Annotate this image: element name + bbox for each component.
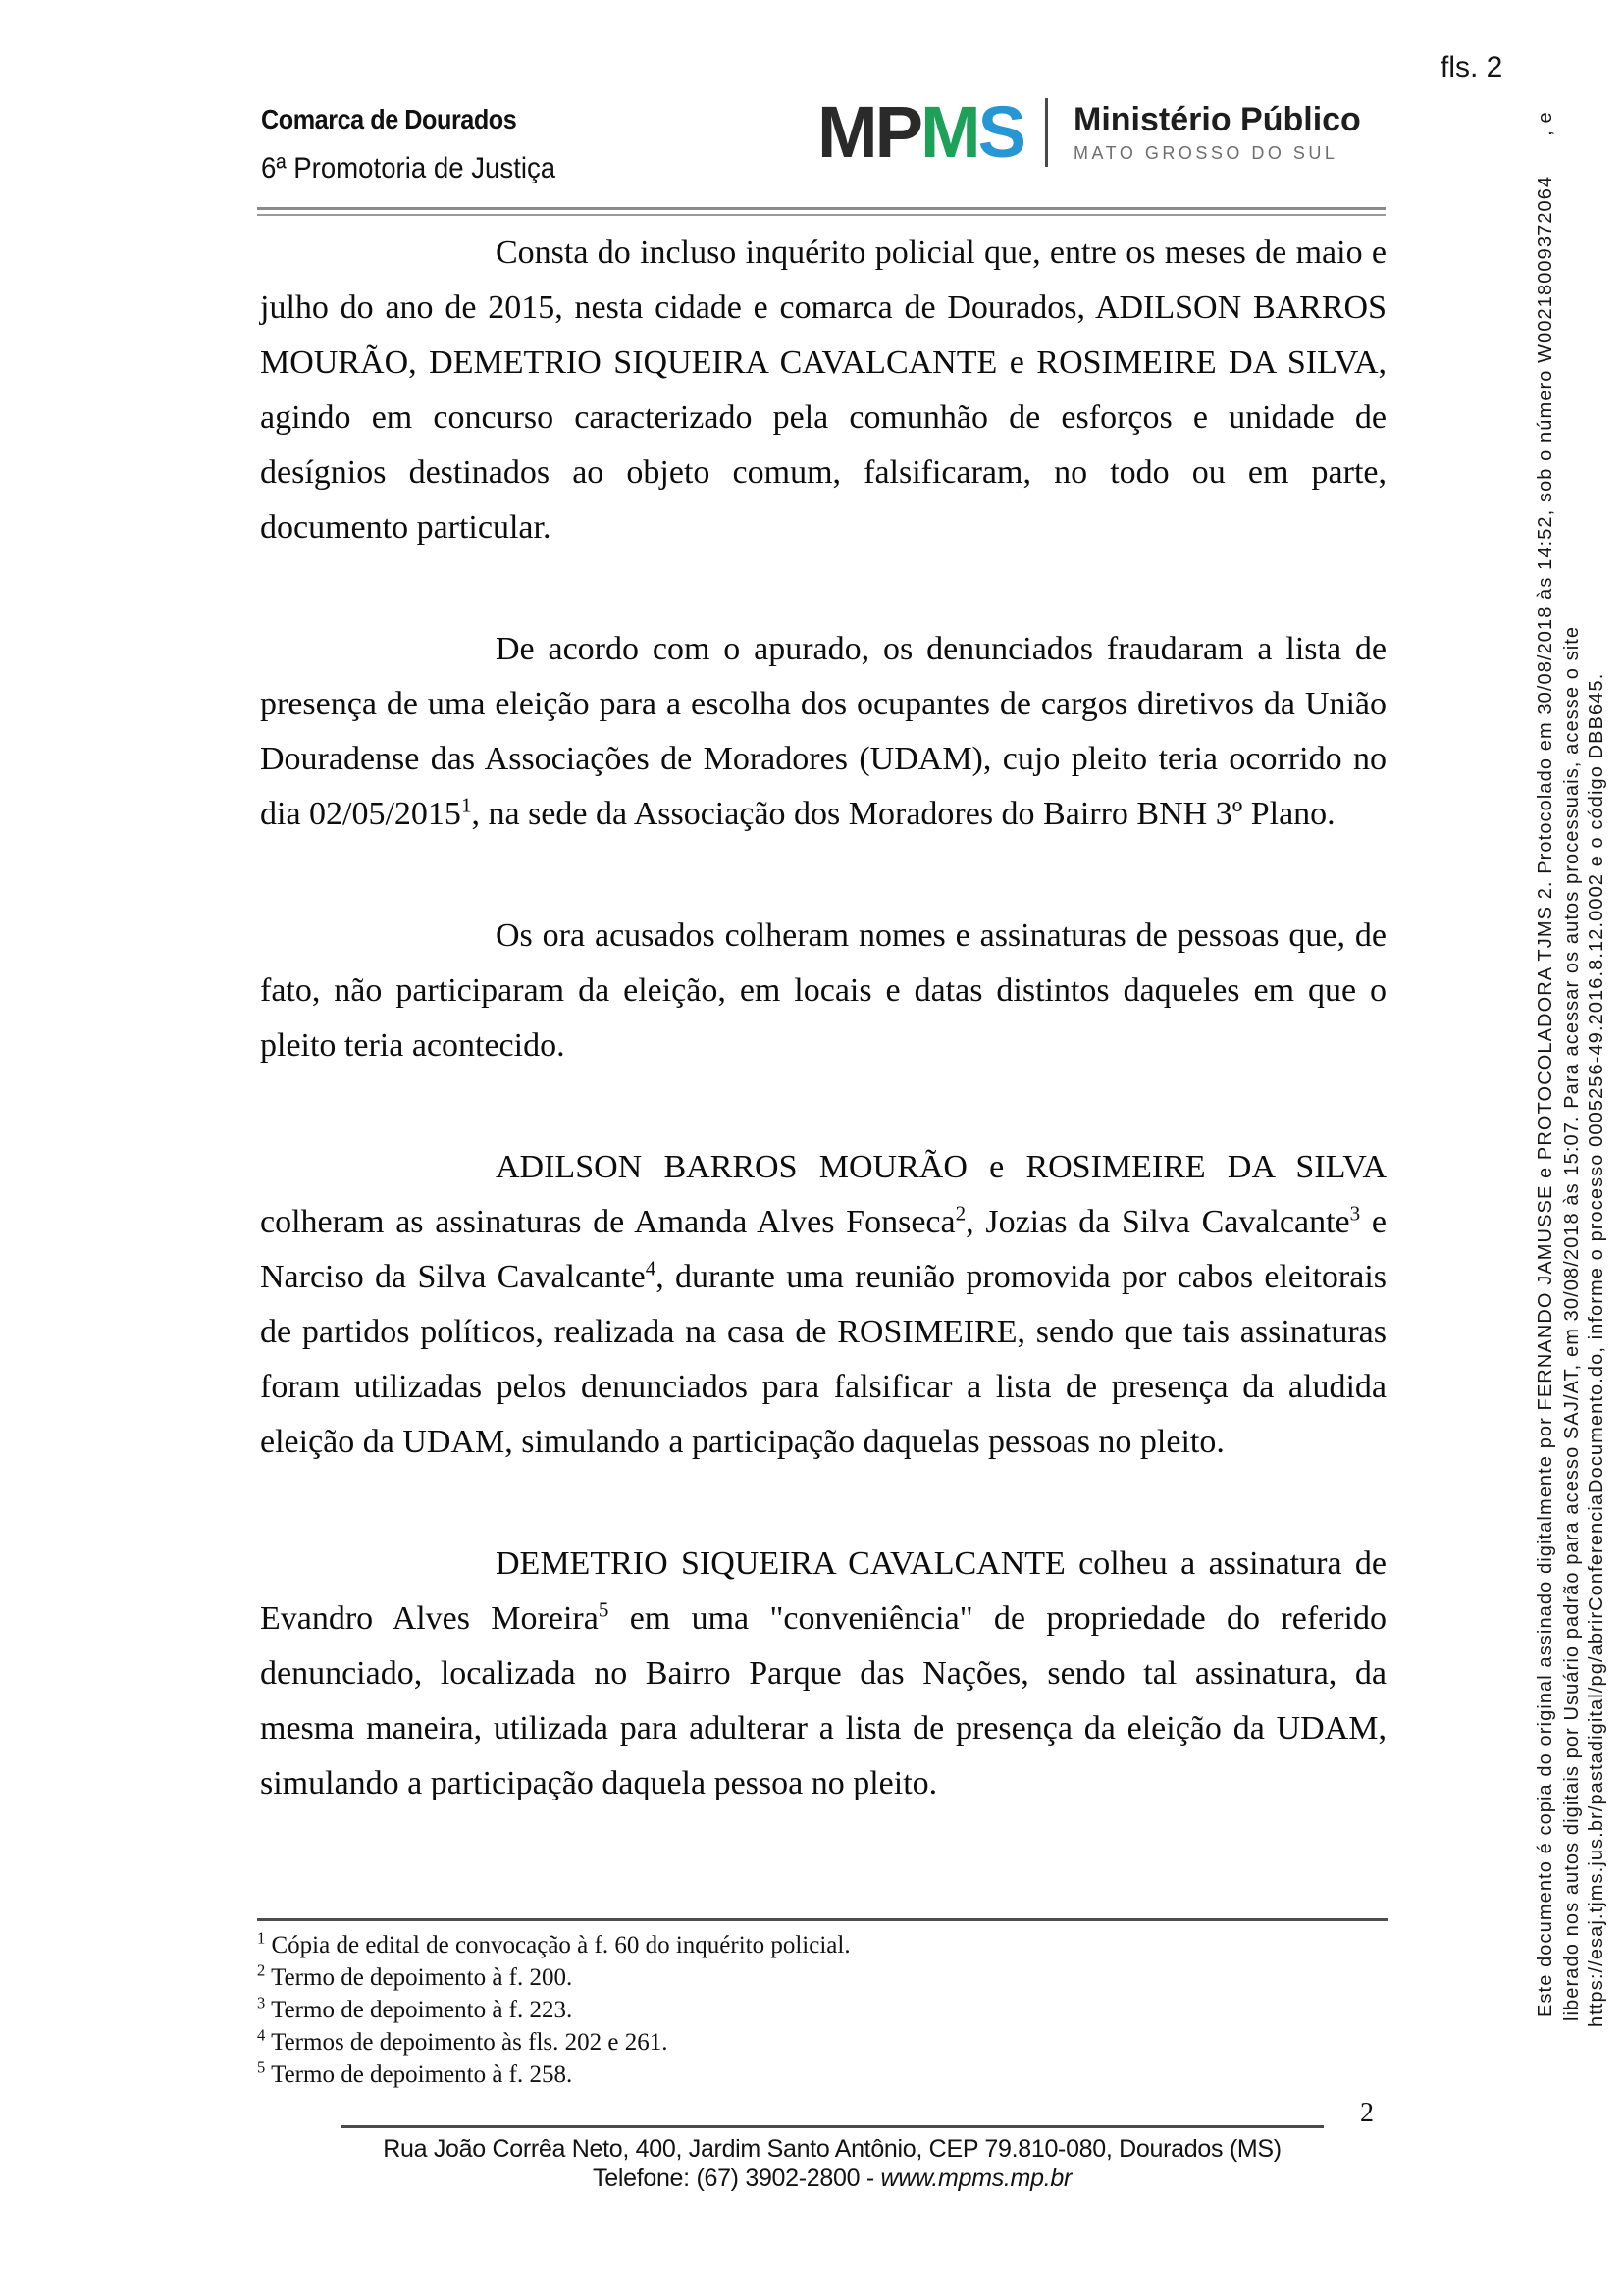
paragraph-3: Os ora acusados colheram nomes e assinaturas de pessoas que, de fato, não participaram da eleição, em locais e datas distintos daqueles em que o pleito teria acontecido. [260, 917, 1387, 1064]
footnote-text: Termo de depoimento à f. 223. [271, 1997, 573, 2023]
footnote-item [257, 1961, 1388, 1994]
sidebar-auth-line-3: https://esaj.tjms.jus.br/pastadigital/pg/abrirConferenciaDocumento.do, informe o processo 0005256-49.2016.8.12.0002 e o código DBB645. [1586, 672, 1607, 2027]
mpms-logo-text [817, 91, 1024, 173]
footnote-text: Termo de depoimento à f. 258. [271, 2061, 573, 2088]
footnote-text: Termo de depoimento à f. 200. [271, 1964, 573, 1991]
sidebar-auth-line-1: Este documento é copia do original assinado digitalmente por FERNANDO JAMUSSE e PROTOCOLADORA TJMS 2. Protocolado em 30/08/2018 às 14:52, sob o número W00218009372064 , e [1535, 111, 1556, 2017]
paragraph-1: Consta do incluso inquérito policial que, entre os meses de maio e julho do ano de 2015, nesta cidade e comarca de Dourados, ADILSON BARROS MOURÃO, DEMETRIO SIQUEIRA CAVALCANTE e ROSIMEIRE DA SILVA, agindo em concurso caracterizado pela comunhão de esforços e unidade de desígnios destinados ao objeto comum, falsificaram, no todo ou em parte, documento particular. [260, 235, 1387, 546]
mpms-logo [817, 91, 1361, 173]
footnotes-block [257, 1918, 1388, 2091]
footnote-marker: 4 [257, 2025, 266, 2045]
footnote-item [257, 2026, 1388, 2059]
logo-s-letter: S [977, 91, 1024, 173]
footnote-marker: 2 [257, 1960, 266, 1980]
paragraph-2: De acordo com o apurado, os denunciados fraudaram a lista de presença de uma eleição para a escolha dos ocupantes de cargos diretivos da União Douradense das Associações de Moradores (UDAM), cujo pleito teria ocorrido no dia 02/05/2015$^1$, na sede da Associação dos Moradores do Bairro BNH 3º Plano. [260, 631, 1387, 832]
org-block [1074, 102, 1361, 164]
footer-contact-line [341, 2164, 1324, 2193]
footnote-text: Cópia de edital de convocação à f. 60 do inquérito policial. [271, 1932, 851, 1958]
folio-number: fls. 2 [1441, 51, 1503, 83]
footnote-item [257, 2059, 1388, 2091]
footer-website: www.mpms.mp.br [880, 2165, 1072, 2192]
page-footer [341, 2125, 1324, 2193]
comarca-title: Comarca de Dourados [261, 104, 517, 134]
logo-divider [1045, 98, 1048, 167]
footer-address: Rua João Corrêa Neto, 400, Jardim Santo Antônio, CEP 79.810-080, Dourados (MS) [383, 2135, 1282, 2163]
page-number: 2 [1360, 2098, 1374, 2128]
logo-mp-letters: MP [817, 91, 920, 173]
footnote-item [257, 1994, 1388, 2026]
header-double-rule [257, 207, 1386, 216]
footnote-marker: 1 [257, 1928, 266, 1948]
paragraph-5: DEMETRIO SIQUEIRA CAVALCANTE colheu a assinatura de Evandro Alves Moreira$^5$ em uma "conveniência" de propriedade do referido denunciado, localizada no Bairro Parque das Nações, sendo tal assinatura, da mesma maneira, utilizada para adulterar a lista de presença da eleição da UDAM, simulando a participação daquela pessoa no pleito. [260, 1545, 1387, 1801]
footer-rule [341, 2125, 1324, 2128]
footnote-marker: 3 [257, 1993, 266, 2012]
footer-phone: Telefone: (67) 3902-2800 - [593, 2165, 881, 2192]
org-subtitle: MATO GROSSO DO SUL [1074, 142, 1338, 163]
document-body [260, 226, 1387, 1878]
header-left-block [261, 104, 581, 185]
footnote-text: Termos de depoimento às fls. 202 e 261. [271, 2029, 668, 2056]
footnote-item [257, 1929, 1388, 1961]
paragraph-4: ADILSON BARROS MOURÃO e ROSIMEIRE DA SILVA colheram as assinaturas de Amanda Alves Fonseca$^2$, Jozias da Silva Cavalcante$^3$ e Narciso da Silva Cavalcante$^4$, durante uma reunião promovida por cabos eleitorais de partidos políticos, realizada na casa de ROSIMEIRE, sendo que tais assinaturas foram utilizadas pelos denunciados para falsificar a lista de presença da aludida eleição da UDAM, simulando a participação daquelas pessoas no pleito. [260, 1149, 1388, 1460]
footnote-marker: 5 [257, 2058, 266, 2077]
org-name: Ministério Público [1074, 100, 1361, 138]
sidebar-auth-line-2: liberado nos autos digitais por Usuário padrão para acesso SAJ/AT, em 30/08/2018 às 15:07. Para acessar os autos processuais, acesse o site [1561, 625, 1583, 2021]
logo-m-letter: M [920, 91, 978, 173]
promotoria-subtitle: 6ª Promotoria de Justiça [261, 152, 556, 184]
